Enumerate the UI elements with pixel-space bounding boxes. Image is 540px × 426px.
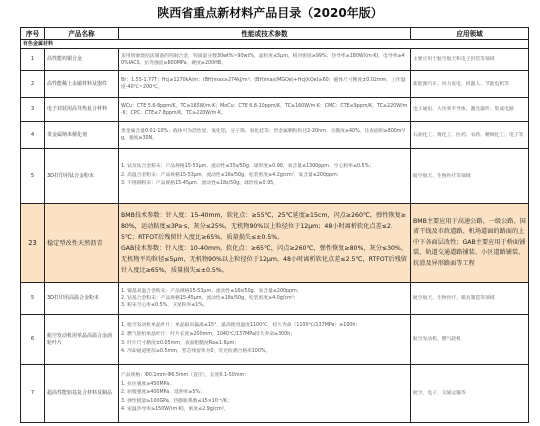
row-number: 7 [21, 365, 45, 422]
tech-params: 1. 航空发动机单晶叶片：单晶取向偏离≤15°，最高使用温度1100℃，持久寿命（1100℃/137MPa）≥100h； 2. 燃气轮机单晶叶片：叶片长度≥200mm，1040℃/137MPa持久寿命≥300h； 3. 叶片尺寸精度±0.05mm，表面粗糙度Ra≤1.6μm； 4. 冷却通道壁厚≥0.5mm，型芯残留率为0，荧光检测合格率100%。 [119, 315, 411, 364]
table-row [21, 122, 529, 149]
table-row [21, 365, 529, 423]
row-number: 23 [21, 204, 45, 282]
header-no: 序号 [21, 28, 45, 39]
tech-params: 1. 镍基高温合金粉末：产品规格15-53μm、流动性≤16s/50g、氧含量≤200ppm； 2. 钴基合金粉末：产品规格15-45μm、流动性≤18s/50g、松装密度≥4.0g/cm³； 3. 粉末空心率≤0.5%，卫星粉率≤1%。 [119, 283, 411, 314]
tech-params: BMB技术参数：针入度：15-40mm，软化点：≥55℃，25℃延度≥15cm，闪点≥260℃，弹性恢复≥80%，运动粘度≤3Pa·s，灰分≤25%，无机物90%以上粒径位于12μm；48小时离析软化点差≤2.5℃；RTFOT后残留针入度比≥65%，质量损失≤±0.5%。 GAB技术参数：针入度：10-40mm，软化点：≥65℃，闪点≥260℃，弹性恢复≥80%，灰分≤30%，无机物平均粒径≤5μm，无机物90%以上粒径位于12μm，48小时离析软化点差≤2.5℃，RTFOT后残留针入度比≥65%，质量损失≤±0.5%。 [119, 204, 411, 282]
table-header-row [21, 28, 529, 40]
product-name: 航空发动机用单晶高温合金涡轮叶片 [45, 315, 119, 364]
row-number: 1 [21, 49, 45, 70]
row-number: 5 [21, 283, 45, 314]
row-number: 2 [21, 71, 45, 97]
header-product-name: 产品名称 [45, 28, 119, 39]
tech-params: Br：1.55-1.77T；Hcj≥1270kA/m；(BH)max≥274kJ/m³；(BH)max(MGOe)+Hcj(kOe)≥60；磁体尺寸精度±0.02mm，工作温度-40℃~200℃。 [119, 71, 411, 97]
row-number: 3 [21, 98, 45, 121]
table-row [21, 98, 529, 122]
tech-params: 1. 钛及钛合金粉末：产品规格15-53μm、流动性≤35s/50g、球形度≥0.90、氧含量≤1300ppm、空心粉率≤0.5%； 2. 高温合金粉末：产品规格15-53μm、流动性≤16s/50g、松装密度≥4.2g/cm³、氧含量≤200ppm； 3. 不锈钢粉末：产品规格15-45μm、流动性≤18s/50g、球形度≥0.95。 [119, 149, 411, 203]
table-row [21, 315, 529, 365]
table-row [21, 49, 529, 71]
application-field: 主要应用于航空航天和电子封装等领域 [411, 49, 529, 70]
table-row-highlighted [21, 204, 529, 283]
application-field: 航空发动机、燃气轮机 [411, 315, 529, 364]
header-application: 应用领域 [411, 28, 529, 39]
section-row [21, 40, 529, 49]
product-name: 3D打印用高温合金粉末 [45, 283, 119, 314]
tech-params: WCu：CTE 5.6-8ppm/K，TC≥165W/m·K；MoCu：CTE 6.8-10ppm/K，TC≥160W/m·K；CMC：CTE≤9ppm/K，TC≥220W/m·K；CPC：CTE≤7.8ppm/K，TC≥220W/m·K。 [119, 98, 411, 121]
table-row [21, 71, 529, 98]
section-title: 有色金属材料 [21, 40, 529, 48]
product-catalog-table [20, 27, 529, 423]
tech-params: 贵金属含量0.01-10%；载体可为活性炭、氧化铝、分子筛、氧化硅等；贵金属颗粒粒径2-20nm，分散度≥40%，比表面积≥800m²/g，强度≥30N。 [119, 122, 411, 148]
tech-params: 产品规格：Φ0.1mm-Φ6.5mm（直径），长度0.1-50mm； 1. 抗拉强度≥450MPa； 2. 屈服强度≥400MPa，延伸率≥5%； 3. 弹性模量≥100GPa，热膨胀系数≤15×10⁻⁶/K； 4. 室温热导率≥150W/(m·K)，密度≤2.9g/cm³。 [119, 365, 411, 422]
product-name: 贵金属纳米催化剂 [45, 122, 119, 148]
table-row [21, 149, 529, 204]
application-field: 新能源汽车、风力发电、机器人、节能电机等 [411, 71, 529, 97]
header-tech-params: 性能或技术参数 [119, 28, 411, 39]
table-row [21, 283, 529, 315]
product-name: 超高性能铝基复合材料及制品 [45, 365, 119, 422]
product-name: 稳定型改性天然沥青 [45, 204, 119, 282]
application-field: 航空航天、生物医疗等领域 [411, 149, 529, 203]
application-field: 石油化工、煤化工、医药、农药、精细化工、电子等 [411, 122, 529, 148]
product-name: 电子封装用高导热复合材料 [45, 98, 119, 121]
document-title: 陕西省重点新材料产品目录（2020年版） [157, 6, 383, 20]
application-field: BMB主要应用于高速公路、一级公路、国省干线及市政道路、机场道面的路面的上中下各面层改性；GAB主要应用于桥面铺装、轨道交通道路铺装、小区道路铺装、抗滑及异形路面等工程 [411, 204, 529, 282]
product-name: 高性能钨铜合金 [45, 49, 119, 70]
row-number: 5 [21, 149, 45, 203]
row-number: 4 [21, 122, 45, 148]
row-number: 6 [21, 315, 45, 364]
product-name: 高性能稀土永磁材料及器件 [45, 71, 119, 97]
application-field: 航空、电子、交通运输等 [411, 365, 529, 422]
product-name: 3D打印用钛合金粉末 [45, 149, 119, 203]
application-field: 航空航天、生物医疗、模具制造等领域 [411, 283, 529, 314]
application-field: 电子通讯、大功率半导体、激光器件、集成电路 [411, 98, 529, 121]
tech-params: 采用熔渗烧结法制备的钨铜合金，钨质量分数30wt%~90wt%，晶粒度≤5μm，相对密度≥99%；热导率≥180W/(m·K)，电导率≥40%IACS，抗弯强度≥800MPa，硬度≥200HB。 [119, 49, 411, 70]
